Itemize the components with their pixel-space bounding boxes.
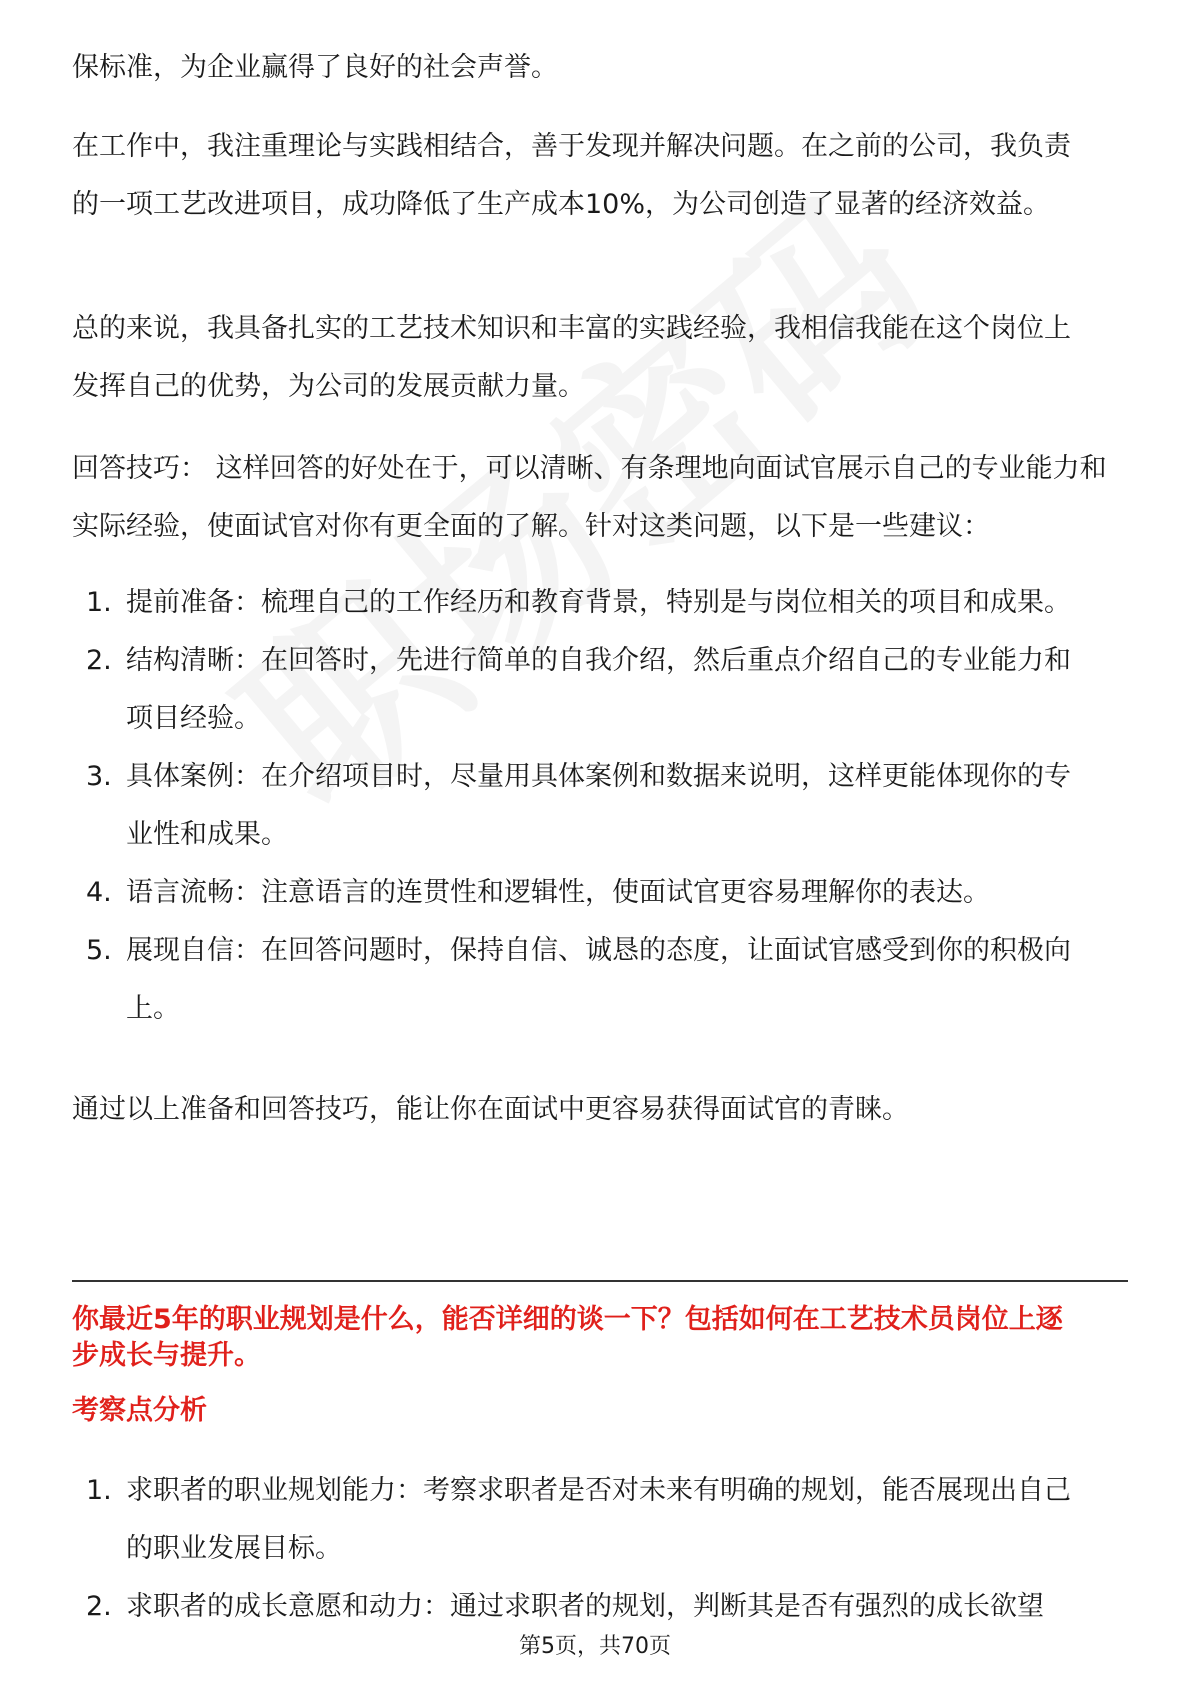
list-text: 求职者的成长意愿和动力：通过求职者的规划，判断其是否有强烈的成长欲望 — [126, 1591, 1044, 1622]
paragraph: 在工作中，我注重理论与实践相结合，善于发现并解决问题。在之前的公司，我负责的一项工艺改进项目，成功降低了生产成本10%，为公司创造了显著的经济效益。 — [72, 131, 1071, 220]
list-item — [72, 1462, 1072, 1578]
list-text: 求职者的职业规划能力：考察求职者是否对未来有明确的规划，能否展现出自己的职业发展目标。 — [126, 1475, 1071, 1564]
list-text: 提前准备：梳理自己的工作经历和教育背景，特别是与岗位相关的项目和成果。 — [126, 587, 1071, 618]
divider — [72, 1280, 1128, 1282]
list-number: 1. — [86, 1475, 112, 1506]
list-text: 具体案例：在介绍项目时，尽量用具体案例和数据来说明，这样更能体现你的专业性和成果。 — [126, 761, 1071, 850]
paragraph: 总的来说，我具备扎实的工艺技术知识和丰富的实践经验，我相信我能在这个岗位上发挥自己的优势，为公司的发展贡献力量。 — [72, 313, 1071, 402]
list-number: 1. — [86, 587, 112, 618]
list-item — [72, 574, 1072, 632]
closing-paragraph: 通过以上准备和回答技巧，能让你在面试中更容易获得面试官的青睐。 — [72, 1094, 909, 1125]
list-item — [72, 864, 1072, 922]
paragraph: 回答技巧： 这样回答的好处在于，可以清晰、有条理地向面试官展示自己的专业能力和实际经验，使面试官对你有更全面的了解。针对这类问题，以下是一些建议： — [72, 453, 1107, 542]
list-number: 3. — [86, 761, 112, 792]
list-text: 语言流畅：注意语言的连贯性和逻辑性，使面试官更容易理解你的表达。 — [126, 877, 990, 908]
list-number: 5. — [86, 935, 112, 966]
list-number: 2. — [86, 645, 112, 676]
analysis-title: 考察点分析 — [72, 1395, 207, 1426]
list-item — [72, 632, 1072, 748]
question-heading: 你最近5年的职业规划是什么，能否详细的谈一下？包括如何在工艺技术员岗位上逐步成长与提升。 — [72, 1304, 1063, 1371]
list-item — [72, 922, 1072, 1038]
list-number: 4. — [86, 877, 112, 908]
list-text: 展现自信：在回答问题时，保持自信、诚恳的态度，让面试官感受到你的积极向上。 — [126, 935, 1071, 1024]
list-item — [72, 1578, 1072, 1636]
list-item — [72, 748, 1072, 864]
analysis-list — [72, 1462, 1072, 1636]
paragraph: 保标准，为企业赢得了良好的社会声誉。 — [72, 52, 558, 83]
list-number: 2. — [86, 1591, 112, 1622]
page-footer: 第5页，共70页 — [519, 1634, 671, 1659]
list-text: 结构清晰：在回答时，先进行简单的自我介绍，然后重点介绍自己的专业能力和项目经验。 — [126, 645, 1071, 734]
tips-list — [72, 574, 1072, 1038]
